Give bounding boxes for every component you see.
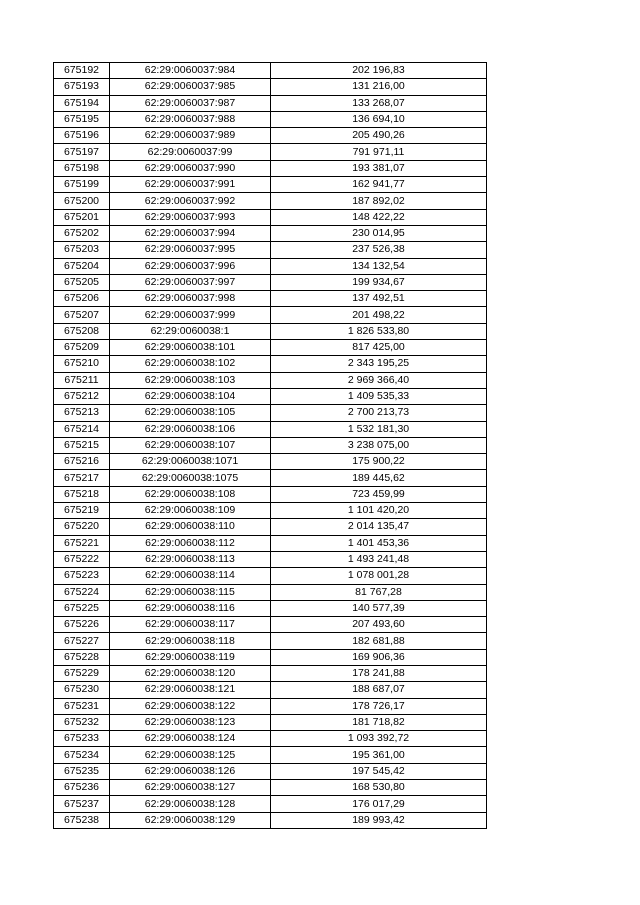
cadastral-number-cell: 62:29:0060038:124 <box>110 731 271 747</box>
value-cell: 201 498,22 <box>271 307 487 323</box>
row-number-cell: 675223 <box>54 568 110 584</box>
table-row <box>54 731 487 747</box>
value-cell: 205 490,26 <box>271 128 487 144</box>
cadastral-number-cell: 62:29:0060038:102 <box>110 356 271 372</box>
row-number-cell: 675192 <box>54 63 110 79</box>
value-cell: 189 993,42 <box>271 812 487 828</box>
cadastral-number-cell: 62:29:0060038:114 <box>110 568 271 584</box>
row-number-cell: 675197 <box>54 144 110 160</box>
table-row <box>54 698 487 714</box>
row-number-cell: 675206 <box>54 291 110 307</box>
cadastral-number-cell: 62:29:0060037:996 <box>110 258 271 274</box>
table-row <box>54 486 487 502</box>
value-cell: 817 425,00 <box>271 340 487 356</box>
table-row <box>54 714 487 730</box>
value-cell: 237 526,38 <box>271 242 487 258</box>
table-row <box>54 111 487 127</box>
row-number-cell: 675203 <box>54 242 110 258</box>
table-row <box>54 242 487 258</box>
value-cell: 1 826 533,80 <box>271 323 487 339</box>
cadastral-number-cell: 62:29:0060038:112 <box>110 535 271 551</box>
row-number-cell: 675204 <box>54 258 110 274</box>
value-cell: 2 343 195,25 <box>271 356 487 372</box>
cadastral-number-cell: 62:29:0060037:993 <box>110 209 271 225</box>
row-number-cell: 675230 <box>54 682 110 698</box>
table-row <box>54 372 487 388</box>
value-cell: 207 493,60 <box>271 617 487 633</box>
table-row <box>54 274 487 290</box>
value-cell: 169 906,36 <box>271 649 487 665</box>
row-number-cell: 675209 <box>54 340 110 356</box>
cadastral-number-cell: 62:29:0060037:990 <box>110 160 271 176</box>
table-row <box>54 519 487 535</box>
row-number-cell: 675224 <box>54 584 110 600</box>
table-row <box>54 747 487 763</box>
table-row <box>54 144 487 160</box>
cadastral-number-cell: 62:29:0060038:113 <box>110 551 271 567</box>
cadastral-number-cell: 62:29:0060038:107 <box>110 437 271 453</box>
table-row <box>54 437 487 453</box>
value-cell: 2 700 213,73 <box>271 405 487 421</box>
value-cell: 176 017,29 <box>271 796 487 812</box>
value-cell: 187 892,02 <box>271 193 487 209</box>
value-cell: 133 268,07 <box>271 95 487 111</box>
row-number-cell: 675215 <box>54 437 110 453</box>
value-cell: 136 694,10 <box>271 111 487 127</box>
value-cell: 3 238 075,00 <box>271 437 487 453</box>
table-row <box>54 551 487 567</box>
table-row <box>54 225 487 241</box>
row-number-cell: 675202 <box>54 225 110 241</box>
table-row <box>54 812 487 828</box>
cadastral-number-cell: 62:29:0060038:129 <box>110 812 271 828</box>
row-number-cell: 675216 <box>54 454 110 470</box>
table-row <box>54 633 487 649</box>
table-row <box>54 63 487 79</box>
value-cell: 140 577,39 <box>271 600 487 616</box>
cadastral-number-cell: 62:29:0060038:1 <box>110 323 271 339</box>
value-cell: 178 726,17 <box>271 698 487 714</box>
table-row <box>54 356 487 372</box>
table-row <box>54 584 487 600</box>
table-row <box>54 177 487 193</box>
table-row <box>54 503 487 519</box>
row-number-cell: 675213 <box>54 405 110 421</box>
value-cell: 81 767,28 <box>271 584 487 600</box>
row-number-cell: 675229 <box>54 665 110 681</box>
table-row <box>54 79 487 95</box>
cadastral-number-cell: 62:29:0060038:1071 <box>110 454 271 470</box>
cadastral-number-cell: 62:29:0060037:989 <box>110 128 271 144</box>
row-number-cell: 675235 <box>54 763 110 779</box>
table-row <box>54 209 487 225</box>
value-cell: 1 078 001,28 <box>271 568 487 584</box>
row-number-cell: 675212 <box>54 388 110 404</box>
table-row <box>54 421 487 437</box>
cadastral-number-cell: 62:29:0060038:1075 <box>110 470 271 486</box>
row-number-cell: 675205 <box>54 274 110 290</box>
cadastral-number-cell: 62:29:0060038:110 <box>110 519 271 535</box>
value-cell: 189 445,62 <box>271 470 487 486</box>
table-row <box>54 763 487 779</box>
row-number-cell: 675211 <box>54 372 110 388</box>
cadastral-number-cell: 62:29:0060037:99 <box>110 144 271 160</box>
row-number-cell: 675208 <box>54 323 110 339</box>
table-row <box>54 323 487 339</box>
table-row <box>54 454 487 470</box>
row-number-cell: 675237 <box>54 796 110 812</box>
value-cell: 230 014,95 <box>271 225 487 241</box>
value-cell: 1 093 392,72 <box>271 731 487 747</box>
cadastral-number-cell: 62:29:0060038:116 <box>110 600 271 616</box>
table-row <box>54 340 487 356</box>
value-cell: 723 459,99 <box>271 486 487 502</box>
table-row <box>54 291 487 307</box>
row-number-cell: 675233 <box>54 731 110 747</box>
row-number-cell: 675195 <box>54 111 110 127</box>
cadastral-number-cell: 62:29:0060037:997 <box>110 274 271 290</box>
cadastral-number-cell: 62:29:0060037:994 <box>110 225 271 241</box>
table-row <box>54 665 487 681</box>
cadastral-number-cell: 62:29:0060037:999 <box>110 307 271 323</box>
row-number-cell: 675196 <box>54 128 110 144</box>
row-number-cell: 675207 <box>54 307 110 323</box>
row-number-cell: 675214 <box>54 421 110 437</box>
row-number-cell: 675222 <box>54 551 110 567</box>
cadastral-number-cell: 62:29:0060038:108 <box>110 486 271 502</box>
table-row <box>54 568 487 584</box>
cadastral-number-cell: 62:29:0060038:109 <box>110 503 271 519</box>
value-cell: 168 530,80 <box>271 780 487 796</box>
cadastral-number-cell: 62:29:0060038:117 <box>110 617 271 633</box>
row-number-cell: 675194 <box>54 95 110 111</box>
value-cell: 182 681,88 <box>271 633 487 649</box>
row-number-cell: 675227 <box>54 633 110 649</box>
value-cell: 134 132,54 <box>271 258 487 274</box>
row-number-cell: 675199 <box>54 177 110 193</box>
row-number-cell: 675221 <box>54 535 110 551</box>
row-number-cell: 675198 <box>54 160 110 176</box>
row-number-cell: 675217 <box>54 470 110 486</box>
cadastral-number-cell: 62:29:0060037:992 <box>110 193 271 209</box>
row-number-cell: 675193 <box>54 79 110 95</box>
table-row <box>54 193 487 209</box>
cadastral-number-cell: 62:29:0060038:118 <box>110 633 271 649</box>
cadastral-number-cell: 62:29:0060038:126 <box>110 763 271 779</box>
row-number-cell: 675228 <box>54 649 110 665</box>
row-number-cell: 675220 <box>54 519 110 535</box>
cadastral-number-cell: 62:29:0060038:127 <box>110 780 271 796</box>
cadastral-number-cell: 62:29:0060038:119 <box>110 649 271 665</box>
table-row <box>54 160 487 176</box>
table-row <box>54 617 487 633</box>
table-row <box>54 600 487 616</box>
table-row <box>54 470 487 486</box>
row-number-cell: 675234 <box>54 747 110 763</box>
cadastral-number-cell: 62:29:0060037:985 <box>110 79 271 95</box>
row-number-cell: 675231 <box>54 698 110 714</box>
cadastral-number-cell: 62:29:0060038:101 <box>110 340 271 356</box>
value-cell: 178 241,88 <box>271 665 487 681</box>
cadastral-number-cell: 62:29:0060038:106 <box>110 421 271 437</box>
value-cell: 148 422,22 <box>271 209 487 225</box>
cadastral-number-cell: 62:29:0060038:105 <box>110 405 271 421</box>
cadastral-number-cell: 62:29:0060038:121 <box>110 682 271 698</box>
table-row <box>54 535 487 551</box>
value-cell: 131 216,00 <box>271 79 487 95</box>
table-row <box>54 258 487 274</box>
row-number-cell: 675226 <box>54 617 110 633</box>
value-cell: 193 381,07 <box>271 160 487 176</box>
cadastral-number-cell: 62:29:0060037:988 <box>110 111 271 127</box>
value-cell: 197 545,42 <box>271 763 487 779</box>
value-cell: 1 101 420,20 <box>271 503 487 519</box>
table-row <box>54 388 487 404</box>
value-cell: 181 718,82 <box>271 714 487 730</box>
row-number-cell: 675238 <box>54 812 110 828</box>
row-number-cell: 675236 <box>54 780 110 796</box>
cadastral-number-cell: 62:29:0060038:115 <box>110 584 271 600</box>
table-row <box>54 307 487 323</box>
cadastral-number-cell: 62:29:0060037:984 <box>110 63 271 79</box>
row-number-cell: 675219 <box>54 503 110 519</box>
cadastral-value-table <box>53 62 487 829</box>
cadastral-number-cell: 62:29:0060037:998 <box>110 291 271 307</box>
value-cell: 202 196,83 <box>271 63 487 79</box>
value-cell: 188 687,07 <box>271 682 487 698</box>
table-row <box>54 95 487 111</box>
cadastral-number-cell: 62:29:0060037:995 <box>110 242 271 258</box>
value-cell: 1 532 181,30 <box>271 421 487 437</box>
value-cell: 199 934,67 <box>271 274 487 290</box>
row-number-cell: 675218 <box>54 486 110 502</box>
value-cell: 1 493 241,48 <box>271 551 487 567</box>
cadastral-number-cell: 62:29:0060037:987 <box>110 95 271 111</box>
value-cell: 1 401 453,36 <box>271 535 487 551</box>
cadastral-number-cell: 62:29:0060038:103 <box>110 372 271 388</box>
table-row <box>54 682 487 698</box>
value-cell: 162 941,77 <box>271 177 487 193</box>
row-number-cell: 675210 <box>54 356 110 372</box>
row-number-cell: 675225 <box>54 600 110 616</box>
value-cell: 1 409 535,33 <box>271 388 487 404</box>
cadastral-number-cell: 62:29:0060037:991 <box>110 177 271 193</box>
row-number-cell: 675201 <box>54 209 110 225</box>
cadastral-number-cell: 62:29:0060038:125 <box>110 747 271 763</box>
value-cell: 2 014 135,47 <box>271 519 487 535</box>
value-cell: 791 971,11 <box>271 144 487 160</box>
row-number-cell: 675232 <box>54 714 110 730</box>
table-row <box>54 405 487 421</box>
value-cell: 175 900,22 <box>271 454 487 470</box>
value-cell: 2 969 366,40 <box>271 372 487 388</box>
cadastral-number-cell: 62:29:0060038:120 <box>110 665 271 681</box>
value-cell: 137 492,51 <box>271 291 487 307</box>
value-cell: 195 361,00 <box>271 747 487 763</box>
table-row <box>54 649 487 665</box>
cadastral-number-cell: 62:29:0060038:104 <box>110 388 271 404</box>
cadastral-number-cell: 62:29:0060038:122 <box>110 698 271 714</box>
row-number-cell: 675200 <box>54 193 110 209</box>
table-row <box>54 128 487 144</box>
table-body <box>54 63 487 829</box>
cadastral-number-cell: 62:29:0060038:128 <box>110 796 271 812</box>
table-row <box>54 780 487 796</box>
cadastral-number-cell: 62:29:0060038:123 <box>110 714 271 730</box>
table-row <box>54 796 487 812</box>
